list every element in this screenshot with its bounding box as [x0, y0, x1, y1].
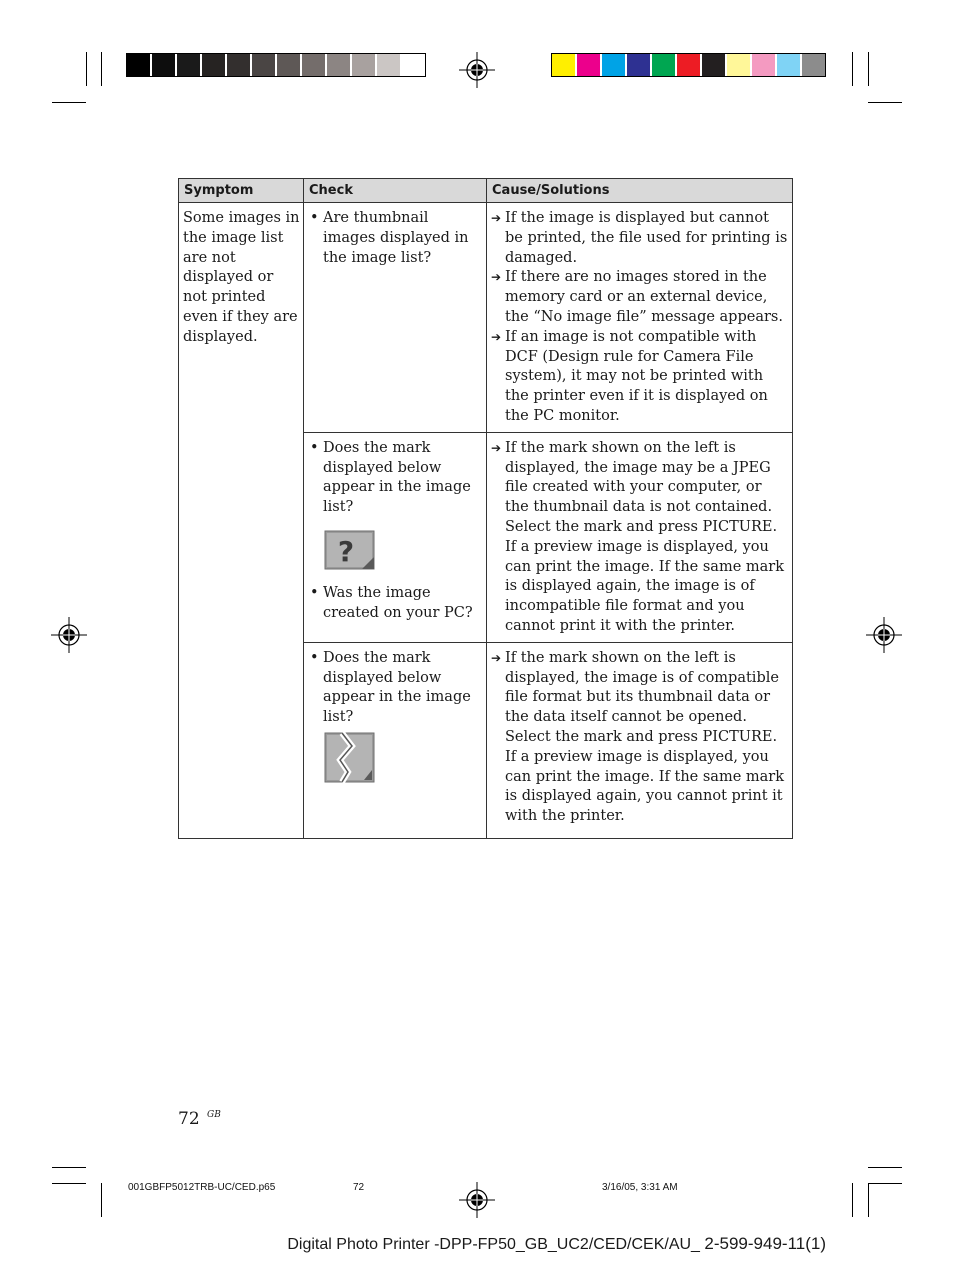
solution-continuation: Select the mark and press PICTURE. If a preview image is displayed, you can print the image. If the same mark is displayed again, the image is of incompatible file format and you cannot print it with the printer.: [505, 518, 785, 634]
crop-mark: [868, 1183, 902, 1184]
slug-datetime: 3/16/05, 3:31 AM: [602, 1182, 678, 1193]
page-number: 72 $^{GB}$: [178, 1109, 221, 1129]
troubleshooting-table: [178, 178, 793, 839]
check-item: • Does the mark displayed below appear in the image list?: [310, 439, 471, 516]
gray-swatch: [127, 54, 152, 76]
color-swatch: [727, 54, 752, 76]
gray-swatch: [252, 54, 277, 76]
check-cell: [304, 203, 487, 433]
registration-mark-icon: [459, 1182, 495, 1218]
solution-item: ➔ If the mark shown on the left is displayed, the image may be a JPEG file created with your computer, or the thumbnail data is not contained.: [491, 439, 789, 518]
solution-cell: [487, 203, 793, 433]
color-swatch: [552, 54, 577, 76]
crop-mark: [101, 1183, 102, 1217]
registration-mark-icon: [459, 52, 495, 88]
crop-mark: [101, 52, 102, 86]
footer-code: 2-599-949-11(1): [704, 1234, 826, 1253]
check-item: • Are thumbnail images displayed in the image list?: [310, 210, 469, 266]
color-bar: [551, 53, 826, 77]
arrow-right-icon: ➔: [491, 270, 502, 285]
gray-swatch: [377, 54, 402, 76]
symptom-text: Some images in the image list are not displayed or not printed even if they are displayed.: [183, 210, 300, 345]
registration-mark-icon: [866, 617, 902, 653]
registration-mark-icon: [51, 617, 87, 653]
crop-mark: [52, 102, 86, 103]
gray-swatch: [327, 54, 352, 76]
gray-swatch: [352, 54, 377, 76]
svg-text:?: ?: [337, 534, 355, 568]
crop-mark: [852, 52, 853, 86]
header-check: Check: [304, 179, 487, 203]
crop-mark: [868, 1183, 869, 1217]
gray-swatch: [177, 54, 202, 76]
question-mark-icon: [324, 530, 375, 570]
color-swatch: [752, 54, 777, 76]
color-swatch: [652, 54, 677, 76]
crop-mark: [52, 1167, 86, 1168]
color-swatch: [802, 54, 825, 76]
gray-swatch: [302, 54, 327, 76]
solution-item: ➔ If the mark shown on the left is displayed, the image is of compatible file format but its thumbnail data or the data itself cannot be opened.: [491, 649, 789, 728]
gray-swatch: [202, 54, 227, 76]
crop-mark: [52, 1183, 86, 1184]
solution-item: ➔ If an image is not compatible with DCF (Design rule for Camera File system), it may not be printed with the printer even if it is displayed on the PC monitor.: [491, 328, 789, 427]
arrow-right-icon: ➔: [491, 211, 502, 225]
check-cell: [304, 642, 487, 838]
table-row: [179, 203, 793, 433]
region-label: GB: [207, 1110, 221, 1121]
color-swatch: [577, 54, 602, 76]
arrow-right-icon: ➔: [491, 329, 502, 344]
color-swatch: [677, 54, 702, 76]
crop-mark: [852, 1183, 853, 1217]
gray-swatch: [152, 54, 177, 76]
broken-image-icon: [324, 732, 375, 783]
gray-swatch: [277, 54, 302, 76]
color-swatch: [777, 54, 802, 76]
crop-mark: [868, 1167, 902, 1168]
color-swatch: [702, 54, 727, 76]
color-swatch: [602, 54, 627, 76]
table-header-row: [179, 179, 793, 203]
symptom-cell: [179, 203, 304, 839]
crop-mark: [86, 52, 87, 86]
arrow-right-icon: ➔: [491, 440, 502, 455]
header-cause-solutions: Cause/Solutions: [487, 179, 793, 203]
arrow-right-icon: ➔: [491, 650, 502, 665]
solution-item: ➔ If the image is displayed but cannot be printed, the file used for printing is damaged.: [491, 209, 789, 268]
color-swatch: [627, 54, 652, 76]
slug-page: 72: [353, 1182, 365, 1193]
footer-product: Digital Photo Printer -DPP-FP50_GB_UC2/CED/CEK/AU_: [287, 1236, 705, 1253]
check-cell: [304, 432, 487, 642]
check-item: • Does the mark displayed below appear in the image list?: [310, 649, 471, 726]
crop-mark: [868, 102, 902, 103]
document-footer: [287, 1234, 826, 1254]
solution-cell: [487, 642, 793, 838]
header-symptom: Symptom: [179, 179, 304, 203]
grayscale-bar: [126, 53, 426, 77]
check-item: • Was the image created on your PC?: [310, 584, 473, 621]
slug-filename: 001GBFP5012TRB-UC/CED.p65: [128, 1182, 276, 1193]
gray-swatch: [402, 54, 425, 76]
solution-item: ➔ If there are no images stored in the memory card or an external device, the “No image file” message appears.: [491, 268, 789, 327]
solution-cell: [487, 432, 793, 642]
solution-continuation: Select the mark and press PICTURE. If a preview image is displayed, you can print the image. If the same mark is displayed again, you cannot print it with the printer.: [505, 728, 785, 825]
gray-swatch: [227, 54, 252, 76]
crop-mark: [868, 52, 869, 86]
